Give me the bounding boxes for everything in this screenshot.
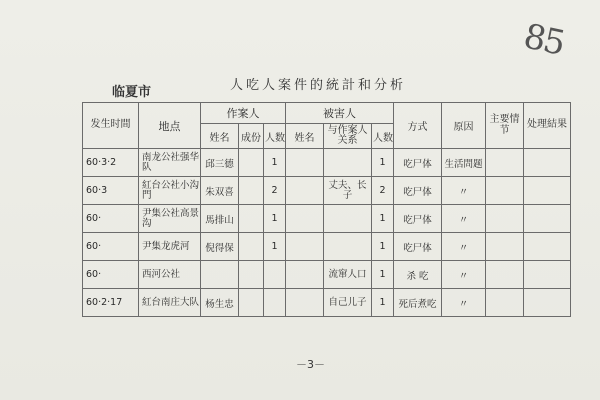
row-perp-count: 1 bbox=[264, 205, 286, 233]
region-label: 临夏市 bbox=[112, 85, 152, 100]
row-time: 60· bbox=[83, 261, 139, 289]
row-perp-count bbox=[264, 289, 286, 317]
header-perp-count: 人数 bbox=[264, 124, 286, 149]
table-row bbox=[83, 233, 571, 261]
row-perp-count: 2 bbox=[264, 177, 286, 205]
header-victim: 被害人 bbox=[286, 103, 394, 124]
row-reason: 〃 bbox=[442, 205, 486, 233]
statistics-table-container bbox=[82, 102, 570, 317]
row-perp-count bbox=[264, 261, 286, 289]
table-body bbox=[83, 149, 571, 317]
row-handling bbox=[524, 233, 571, 261]
row-main-plot bbox=[486, 289, 524, 317]
row-handling bbox=[524, 205, 571, 233]
row-victim-relation bbox=[324, 149, 372, 177]
row-place: 紅台公社小沟門 bbox=[139, 177, 201, 205]
row-victim-name bbox=[286, 289, 324, 317]
header-perpetrator: 作案人 bbox=[201, 103, 286, 124]
document-title: 人吃人案件的統計和分析 bbox=[230, 78, 407, 93]
row-main-plot bbox=[486, 205, 524, 233]
row-place: 紅台南庄大队 bbox=[139, 289, 201, 317]
row-victim-relation: 自己儿子 bbox=[324, 289, 372, 317]
header-reason: 原因 bbox=[442, 103, 486, 149]
row-reason: 〃 bbox=[442, 233, 486, 261]
row-perp-class bbox=[239, 149, 264, 177]
table-row bbox=[83, 149, 571, 177]
row-perp-class bbox=[239, 289, 264, 317]
row-victim-name bbox=[286, 261, 324, 289]
row-perp-class bbox=[239, 233, 264, 261]
header-place: 地点 bbox=[139, 103, 201, 149]
row-victim-relation bbox=[324, 205, 372, 233]
row-victim-name bbox=[286, 233, 324, 261]
row-perp-class bbox=[239, 177, 264, 205]
header-victim-relation: 与作案人关系 bbox=[324, 124, 372, 149]
row-perp-name bbox=[201, 261, 239, 289]
row-time: 60· bbox=[83, 233, 139, 261]
header-handling: 处理結果 bbox=[524, 103, 571, 149]
row-victim-relation: 流窜人口 bbox=[324, 261, 372, 289]
row-perp-name: 杨生忠 bbox=[201, 289, 239, 317]
row-main-plot bbox=[486, 149, 524, 177]
row-victim-count: 1 bbox=[372, 149, 394, 177]
row-perp-name: 朱双喜 bbox=[201, 177, 239, 205]
header-victim-count: 人数 bbox=[372, 124, 394, 149]
statistics-table bbox=[82, 102, 571, 317]
row-method: 吃尸体 bbox=[394, 177, 442, 205]
table-row bbox=[83, 177, 571, 205]
row-perp-name: 倪得保 bbox=[201, 233, 239, 261]
header-method: 方式 bbox=[394, 103, 442, 149]
row-perp-count: 1 bbox=[264, 233, 286, 261]
row-reason: 〃 bbox=[442, 261, 486, 289]
row-victim-count: 1 bbox=[372, 233, 394, 261]
row-victim-count: 1 bbox=[372, 289, 394, 317]
row-method: 吃尸体 bbox=[394, 233, 442, 261]
row-victim-relation: 丈夫、长子 bbox=[324, 177, 372, 205]
row-perp-class bbox=[239, 205, 264, 233]
header-victim-name: 姓名 bbox=[286, 124, 324, 149]
row-place: 尹集龙虎河 bbox=[139, 233, 201, 261]
row-handling bbox=[524, 289, 571, 317]
row-victim-name bbox=[286, 177, 324, 205]
row-time: 60·2·17 bbox=[83, 289, 139, 317]
row-main-plot bbox=[486, 177, 524, 205]
row-victim-count: 1 bbox=[372, 205, 394, 233]
row-victim-name bbox=[286, 205, 324, 233]
row-time: 60·3 bbox=[83, 177, 139, 205]
row-time: 60· bbox=[83, 205, 139, 233]
row-place: 南龙公社强华队 bbox=[139, 149, 201, 177]
row-reason: 生活問题 bbox=[442, 149, 486, 177]
row-place: 西河公社 bbox=[139, 261, 201, 289]
row-place: 尹集公社高景沟 bbox=[139, 205, 201, 233]
row-method: 吃尸体 bbox=[394, 205, 442, 233]
row-main-plot bbox=[486, 233, 524, 261]
row-handling bbox=[524, 149, 571, 177]
row-perp-class bbox=[239, 261, 264, 289]
header-perp-class: 成份 bbox=[239, 124, 264, 149]
row-perp-count: 1 bbox=[264, 149, 286, 177]
row-method: 吃尸体 bbox=[394, 149, 442, 177]
row-handling bbox=[524, 177, 571, 205]
row-method: 杀 吃 bbox=[394, 261, 442, 289]
row-time: 60·3·2 bbox=[83, 149, 139, 177]
row-victim-relation bbox=[324, 233, 372, 261]
row-reason: 〃 bbox=[442, 289, 486, 317]
row-perp-name: 馬排山 bbox=[201, 205, 239, 233]
row-main-plot bbox=[486, 261, 524, 289]
row-victim-count: 1 bbox=[372, 261, 394, 289]
header-time: 发生时間 bbox=[83, 103, 139, 149]
row-perp-name: 邱三德 bbox=[201, 149, 239, 177]
table-row bbox=[83, 205, 571, 233]
row-victim-name bbox=[286, 149, 324, 177]
row-method: 死后煮吃 bbox=[394, 289, 442, 317]
header-perp-name: 姓名 bbox=[201, 124, 239, 149]
header-main-plot: 主要情节 bbox=[486, 103, 524, 149]
row-handling bbox=[524, 261, 571, 289]
table-header-row-1 bbox=[83, 103, 571, 124]
table-row bbox=[83, 289, 571, 317]
handwritten-page-mark: 85 bbox=[520, 16, 567, 64]
row-reason: 〃 bbox=[442, 177, 486, 205]
row-victim-count: 2 bbox=[372, 177, 394, 205]
page-number: －3－ bbox=[296, 358, 325, 371]
table-row bbox=[83, 261, 571, 289]
